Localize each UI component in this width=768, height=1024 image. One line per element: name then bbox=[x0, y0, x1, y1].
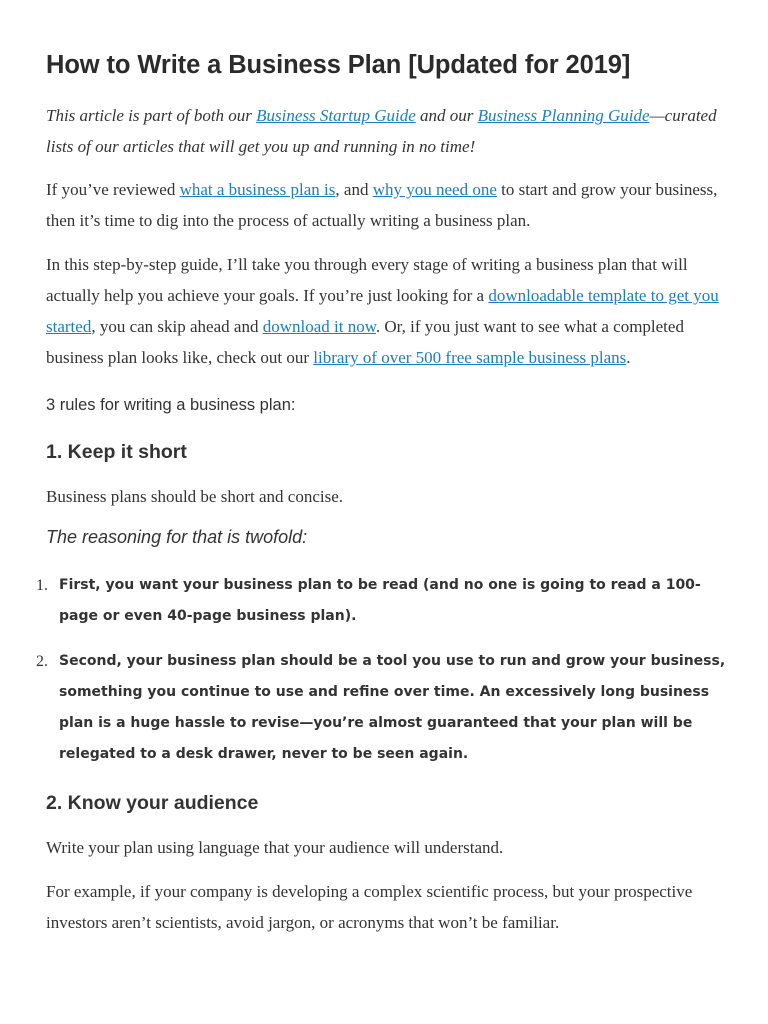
section2-text-1: Write your plan using language that your audience will understand. bbox=[46, 838, 504, 857]
business-planning-guide-link[interactable]: Business Planning Guide bbox=[477, 106, 650, 125]
downloadable-template-link[interactable]: downloadable template to get you started bbox=[46, 286, 719, 336]
business-startup-guide-link[interactable]: Business Startup Guide bbox=[256, 106, 416, 125]
section1-text: Business plans should be short and concise. bbox=[46, 487, 343, 506]
section-heading-know-audience: 2. Know your audience bbox=[46, 792, 259, 814]
download-it-now-link[interactable]: download it now bbox=[262, 317, 376, 336]
why-you-need-one-link[interactable]: why you need one bbox=[372, 180, 497, 199]
what-a-business-plan-is-link[interactable]: what a business plan is bbox=[179, 180, 336, 199]
reasoning-subheading: The reasoning for that is twofold: bbox=[46, 527, 308, 547]
list-item-text: First, you want your business plan to be read (and no one is going to read a 100-page or even 40-page business plan). bbox=[59, 577, 701, 624]
paragraph-guide: In this step-by-step guide, I’ll take you through every stage of writing a business plan that will actually help you achieve your goals. If you’re just looking for a downloadable template to get you started, you can skip ahead and download it now. Or, if you just want to see what a completed business plan looks like, check out our library of over 500 free sample business plans. bbox=[46, 255, 719, 367]
list-item-number: 1. bbox=[36, 577, 48, 594]
intro-note: This article is part of both our Business Startup Guide and our Business Planning Guide—curated lists of our articles that will get you up and running in no time! bbox=[46, 106, 717, 156]
list-item-text: Second, your business plan should be a tool you use to run and grow your business, something you continue to use and refine over time. An excessively long business plan is a huge hassle to revise—you’re almost guaranteed that your plan will be relegated to a desk drawer, never to be seen again. bbox=[59, 653, 726, 762]
section2-text-2: For example, if your company is developing a complex scientific process, but your prospective investors aren’t scientists, avoid jargon, or acronyms that won’t be familiar. bbox=[46, 882, 693, 932]
rules-intro: 3 rules for writing a business plan: bbox=[46, 396, 296, 414]
article bbox=[36, 48, 726, 951]
article-title: How to Write a Business Plan [Updated for 2019] bbox=[46, 51, 631, 79]
list-item bbox=[36, 570, 726, 632]
list-item-number: 2. bbox=[36, 653, 48, 670]
sample-business-plans-link[interactable]: library of over 500 free sample business plans bbox=[313, 348, 627, 367]
paragraph-reviewed: If you’ve reviewed what a business plan is, and why you need one to start and grow your business, then it’s time to dig into the process of actually writing a business plan. bbox=[46, 180, 718, 230]
list-item bbox=[36, 646, 726, 770]
section-heading-keep-short: 1. Keep it short bbox=[46, 441, 187, 463]
reasons-list bbox=[36, 570, 726, 770]
